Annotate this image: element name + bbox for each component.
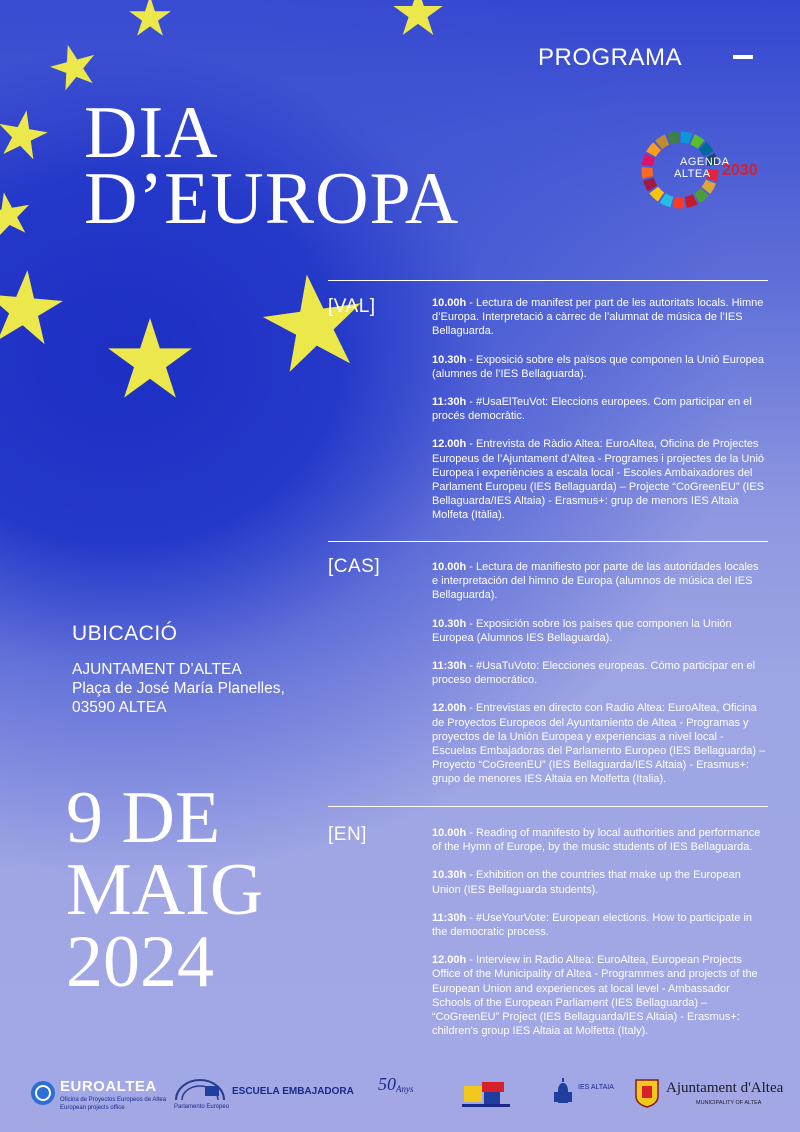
item-time: 10.00h <box>432 827 467 839</box>
item-text: - Reading of manifesto by local authorities and performance of the Hymn of Europe, by the music students of IES Bellaguarda. <box>432 827 761 854</box>
euroaltea-icon <box>30 1080 56 1106</box>
parlamento-logo <box>172 1076 232 1116</box>
program-item <box>432 437 766 522</box>
item-text: - Entrevistas en directo con Radio Altea: EuroAltea, Oficina de Proyectos Europeos del Ayuntamiento de Altea - Programas y proyectos de la Unión Europea y experiencias a nivel local - Escuelas Embajadoras del Parlamento Europeo (IES Bellaguarda) – Proyecto “CoGreenEU” (IES Bellaguarda/IES Altaia) - Erasmus+: grupo de menores IES Altaia en Molfetta (Italia). <box>432 702 766 786</box>
lang-label-val: [VAL] <box>328 296 376 317</box>
ies-altaia-logo <box>552 1076 622 1116</box>
star-icon <box>258 268 369 375</box>
star-icon <box>0 188 34 239</box>
star-icon <box>393 0 442 35</box>
program-section-val <box>432 296 766 537</box>
star-icon <box>0 106 51 161</box>
euroaltea-logo <box>30 1078 167 1118</box>
altaia-church-icon <box>552 1076 574 1104</box>
address-line: 03590 ALTEA <box>72 699 167 716</box>
item-time: 12.00h <box>432 702 467 715</box>
item-time: 10.30h <box>432 353 467 366</box>
divider <box>328 806 768 807</box>
location-address <box>72 660 285 717</box>
star-icon <box>129 0 171 36</box>
item-text: - #UsaElTeuVot: Eleccions europees. Com participar en el procés democràtic. <box>432 396 752 423</box>
euroaltea-name: EUROALTEA <box>60 1078 157 1095</box>
item-text: - Entrevista de Ràdio Altea: EuroAltea, Oficina de Projectes Europeus de l’Ajuntament d’Altea - Programes i projectes de la Unió Europea i experiències a escala local - Escoles Ambaixadores del Parlament Europeu (IES Bellaguarda) – Projecte “CoGreenEU” (IES Bellaguarda/IES Altaia) - Erasmus+: grup de menors IES Altaia Molfeta (Itàlia). <box>432 438 765 522</box>
item-text: - Interview in Radio Altea: EuroAltea, European Projects Office of the Municipality of Altea - Programmes and projects of the European Union and experiences at local level - Ambassador Schools of the European Parliament (IES Bellaguarda) – “CoGreenEU” Project (IES Bellaguarda/IES Altaia) - Erasmus+: children’s group IES Altaia at Molfetta (Italy). <box>432 954 758 1038</box>
program-section-cas <box>432 560 766 801</box>
item-time: 12.00h <box>432 954 467 967</box>
title-line-1: DIA <box>84 92 219 174</box>
euroaltea-subtitle-en: European projects office <box>60 1105 125 1111</box>
program-item <box>432 659 766 687</box>
page-title <box>84 92 460 240</box>
item-time: 10.00h <box>432 561 467 573</box>
location-heading: UBICACIÓ <box>72 622 178 645</box>
item-time: 11:30h <box>432 396 467 409</box>
agenda-altea-label: ALTEA <box>674 168 711 180</box>
program-item <box>432 617 766 645</box>
footer-logos <box>0 1066 800 1132</box>
item-time: 12.00h <box>432 438 467 451</box>
divider <box>328 280 768 281</box>
star-icon <box>0 267 65 346</box>
program-item <box>432 911 766 939</box>
ajuntament-logo <box>634 1078 784 1114</box>
item-time: 11:30h <box>432 660 467 673</box>
date-line: MAIG <box>66 849 264 931</box>
altaia-label: IES ALTAIA <box>578 1084 614 1091</box>
item-text: - Exposición sobre los países que componen la Unión Europea (Alumnos IES Bellaguarda). <box>432 617 732 644</box>
program-item <box>432 296 766 339</box>
item-time: 10.30h <box>432 869 467 882</box>
date-line: 2024 <box>66 921 214 1003</box>
star-icon <box>108 318 192 398</box>
program-item <box>432 701 766 786</box>
euroaltea-subtitle: Oficina de Proyectos Europeos de Altea <box>60 1097 167 1103</box>
parlamento-label: Parlamento Europeo <box>174 1104 230 1110</box>
item-time: 10.00h <box>432 297 467 309</box>
anys-number: 50 <box>378 1074 396 1094</box>
program-item <box>432 395 766 423</box>
star-icon <box>46 39 101 93</box>
item-text: - #UseYourVote: European elections. How to participate in the democratic process. <box>432 911 753 939</box>
programa-dash <box>733 55 753 59</box>
ajuntament-subtitle: MUNICIPALITY OF ALTEA <box>696 1100 762 1106</box>
lang-label-en: [EN] <box>328 824 367 845</box>
program-item <box>432 826 766 854</box>
address-line: AJUNTAMENT D’ALTEA <box>72 661 242 678</box>
title-line-2: D’EUROPA <box>84 158 460 240</box>
anys-label: Anys <box>396 1084 414 1094</box>
altea-coat-of-arms-icon <box>634 1078 660 1108</box>
lang-label-cas: [CAS] <box>328 556 381 577</box>
program-item <box>432 353 766 381</box>
address-line: Plaça de José María Planelles, <box>72 680 285 697</box>
item-text: - Lectura de manifest per part de les autoritats locals. Himne d’Europa. Interpretació a càrrec de l’alumnat de música de l’IES Bellaguarda. <box>432 297 764 338</box>
bellaguarda-50-logo <box>370 1074 430 1120</box>
divider <box>328 541 768 542</box>
item-text: - Lectura de manifiesto por parte de las autoridades locales e interpretación del himno de Europa (alumnos de música del IES Bellaguarda). <box>432 561 759 602</box>
ajuntament-name: Ajuntament d'Altea <box>666 1080 784 1096</box>
item-text: - #UsaTuVoto: Elecciones europeas. Cómo participar en el proceso democrático. <box>432 660 756 687</box>
programa-label: PROGRAMA <box>538 44 683 71</box>
program-item <box>432 560 766 603</box>
agenda-label: AGENDA <box>680 156 730 168</box>
item-time: 10.30h <box>432 617 467 630</box>
agenda-2030-logo <box>640 130 768 210</box>
item-text: - Exhibition on the countries that make up the European Union (IES Bellaguarda students). <box>432 869 741 896</box>
program-section-en <box>432 826 766 1052</box>
escuela-embajadora-label: ESCUELA EMBAJADORA <box>232 1086 354 1097</box>
program-item <box>432 868 766 896</box>
event-date <box>66 777 264 1003</box>
parliament-building-icon <box>172 1076 228 1102</box>
school-logo-icon <box>460 1080 514 1110</box>
item-text: - Exposició sobre els països que componen la Unió Europea (alumnes de l’IES Bellaguarda). <box>432 353 765 380</box>
program-item <box>432 953 766 1038</box>
agenda-year: 2030 <box>722 162 758 179</box>
date-line: 9 DE <box>66 777 221 859</box>
item-time: 11:30h <box>432 911 467 924</box>
